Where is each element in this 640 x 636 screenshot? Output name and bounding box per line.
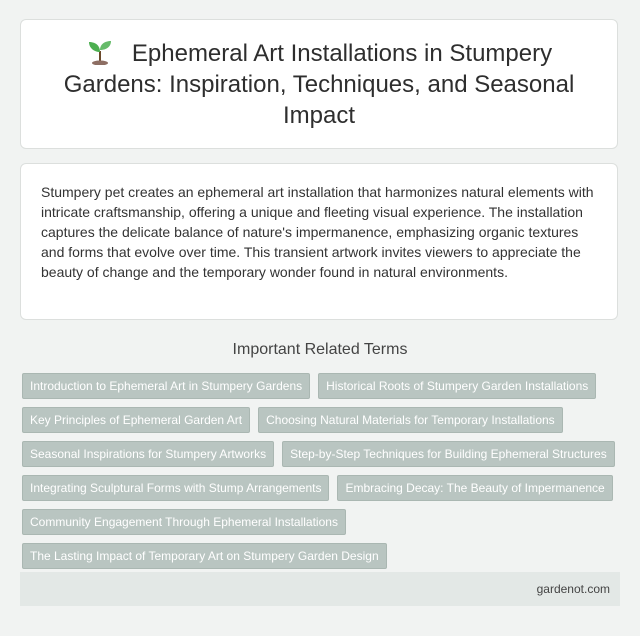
related-term-tag[interactable]: Historical Roots of Stumpery Garden Installations [318, 373, 596, 399]
sprout-icon [86, 39, 114, 65]
description-text: Stumpery pet creates an ephemeral art installation that harmonizes natural elements with intricate craftsmanship, offering a unique and fleeting visual experience. The installation captures the delicate balance of nature's impermanence, emphasizing organic textures and forms that evolve over time. This transient artwork invites viewers to appreciate the beauty of change and the temporary wonder found in natural environments. [41, 184, 594, 280]
related-term-tag[interactable]: Embracing Decay: The Beauty of Impermanence [337, 475, 612, 501]
description-card [20, 163, 618, 320]
title-card [20, 19, 618, 149]
related-term-tag[interactable]: Introduction to Ephemeral Art in Stumpery Gardens [22, 373, 310, 399]
related-term-tag[interactable]: Key Principles of Ephemeral Garden Art [22, 407, 250, 433]
related-term-tag[interactable]: The Lasting Impact of Temporary Art on Stumpery Garden Design [22, 543, 387, 569]
related-term-tag[interactable]: Integrating Sculptural Forms with Stump Arrangements [22, 475, 329, 501]
footer-bar [20, 572, 620, 606]
footer-site-link[interactable]: gardenot.com [536, 582, 610, 596]
related-term-tag[interactable]: Step-by-Step Techniques for Building Ephemeral Structures [282, 441, 615, 467]
related-term-tag[interactable]: Choosing Natural Materials for Temporary Installations [258, 407, 563, 433]
page-title [21, 38, 617, 131]
related-term-tag[interactable]: Community Engagement Through Ephemeral Installations [22, 509, 346, 535]
page-title-text: Ephemeral Art Installations in Stumpery Gardens: Inspiration, Techniques, and Seasonal Impact [63, 39, 575, 129]
related-terms-heading: Important Related Terms [232, 341, 408, 358]
related-terms-list [22, 373, 622, 569]
related-term-tag[interactable]: Seasonal Inspirations for Stumpery Artworks [22, 441, 274, 467]
